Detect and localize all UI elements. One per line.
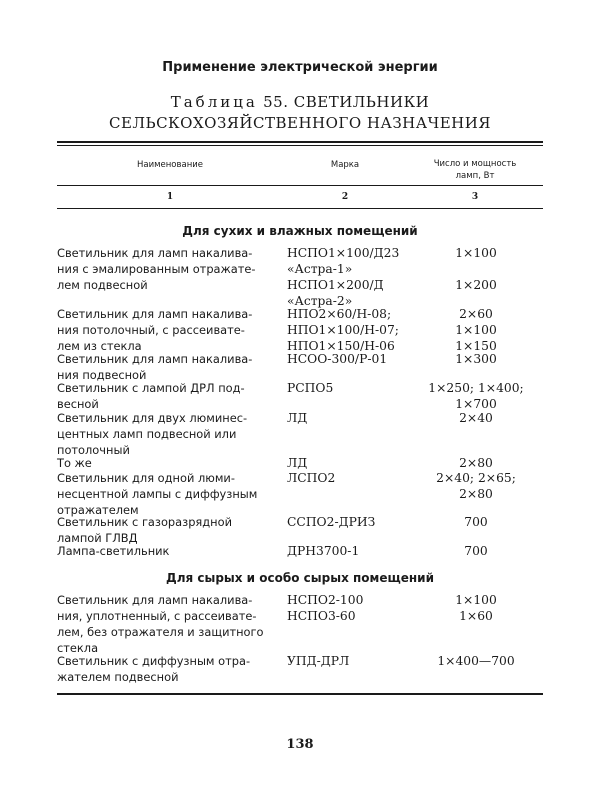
- cell-mark: ССПО2-ДРИЗ: [287, 515, 376, 529]
- top-rule-thin: [57, 145, 543, 146]
- cell-mark: ЛСПО2: [287, 471, 336, 485]
- col-header-power: Число и мощность ламп, Вт: [433, 159, 517, 181]
- bottom-rule: [57, 693, 543, 695]
- col-num-2: 2: [341, 192, 349, 202]
- col-header-mark: Марка: [330, 160, 360, 170]
- section-title-wet: Для сырых и особо сырых помещений: [166, 571, 434, 585]
- cell-mark: ЛД: [287, 411, 308, 425]
- cell-power: 1×100 1×200: [455, 246, 497, 292]
- running-head: Применение электрической энергии: [162, 60, 438, 75]
- table-number: 55.: [263, 93, 289, 111]
- cell-name: Светильник для ламп накалива- ния подвесной: [57, 352, 253, 382]
- section-title-dry: Для сухих и влажных помещений: [182, 224, 418, 238]
- cell-power: 700: [464, 544, 488, 558]
- cell-power: 1×100 1×60: [455, 593, 497, 623]
- cell-power: 2×40; 2×65; 2×80: [436, 471, 516, 501]
- cell-name: Светильник с диффузным отра- жателем подвесной: [57, 654, 251, 684]
- cell-power: 2×40: [459, 411, 493, 425]
- table-title-line2: СЕЛЬСКОХОЗЯЙСТВЕННОГО НАЗНАЧЕНИЯ: [109, 114, 491, 132]
- cell-mark: НПО2×60/Н-08; НПО1×100/Н-07; НПО1×150/Н-06: [287, 307, 399, 353]
- cell-mark: НСПО2-100 НСПО3-60: [287, 593, 364, 623]
- cell-name: Светильник с лампой ДРЛ под- весной: [57, 381, 245, 411]
- col-num-3: 3: [471, 192, 479, 202]
- numbers-rule: [57, 208, 543, 209]
- table-title: СВЕТИЛЬНИКИ: [293, 93, 430, 111]
- cell-mark: ЛД: [287, 456, 308, 470]
- page-number: 138: [286, 737, 314, 752]
- cell-power: 2×60 1×100 1×150: [455, 307, 497, 353]
- table-label: Таблица: [170, 93, 258, 111]
- cell-mark: ДРН3700-1: [287, 544, 360, 558]
- cell-name: Лампа-светильник: [57, 544, 170, 558]
- cell-mark: НСОО-300/Р-01: [287, 352, 388, 366]
- header-rule: [57, 185, 543, 186]
- cell-name: Светильник для одной люми- несцентной лампы с диффузным отражателем: [57, 471, 258, 517]
- cell-power: 1×300: [455, 352, 497, 366]
- col-num-1: 1: [166, 192, 174, 202]
- cell-name: То же: [57, 456, 92, 470]
- cell-power: 2×80: [459, 456, 493, 470]
- top-rule: [57, 141, 543, 143]
- cell-name: Светильник для ламп накалива- ния с эмалированным отражате- лем подвесной: [57, 246, 256, 292]
- cell-power: 700: [464, 515, 488, 529]
- cell-name: Светильник для ламп накалива- ния, уплотненный, с рассеивате- лем, без отражателя и защитного стекла: [57, 593, 264, 655]
- cell-name: Светильник с газоразрядной лампой ГЛВД: [57, 515, 232, 545]
- cell-mark: УПД-ДРЛ: [287, 654, 350, 668]
- col-header-name: Наименование: [136, 160, 204, 170]
- cell-mark: НСПО1×100/Д23 «Астра-1» НСПО1×200/Д «Астра-2»: [287, 246, 400, 308]
- cell-power: 1×400—700: [437, 654, 515, 668]
- cell-power: 1×250; 1×400; 1×700: [428, 381, 524, 411]
- table-title-line1: [0, 93, 600, 111]
- cell-name: Светильник для двух люминес- центных ламп подвесной или потолочный: [57, 411, 248, 457]
- cell-mark: РСПО5: [287, 381, 334, 395]
- cell-name: Светильник для ламп накалива- ния потолочный, с рассеивате- лем из стекла: [57, 307, 253, 353]
